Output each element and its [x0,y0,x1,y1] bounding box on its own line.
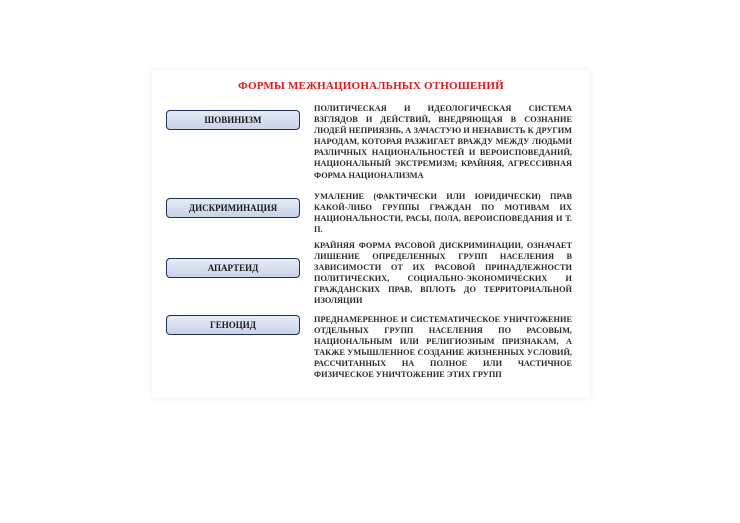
term-box-chauvinism: ШОВИНИЗМ [166,110,300,130]
term-box-discrimination: ДИСКРИМИНАЦИЯ [166,198,300,218]
diagram-title: ФОРМЫ МЕЖНАЦИОНАЛЬНЫХ ОТНОШЕНИЙ [238,80,504,92]
definition-genocide: ПРЕДНАМЕРЕННОЕ И СИСТЕМАТИЧЕСКОЕ УНИЧТОЖЕНИЕ ОТДЕЛЬНЫХ ГРУПП НАСЕЛЕНИЯ ПО РАСОВЫМ, НАЦИОНАЛЬНЫМ ИЛИ РЕЛИГИОЗНЫМ ПРИЗНАКАМ, А ТАКЖЕ УМЫШЛЕННОЕ СОЗДАНИЕ ЖИЗНЕННЫХ УСЛОВИЙ, РАССЧИТАННЫХ НА ПОЛНОЕ ИЛИ ЧАСТИЧНОЕ ФИЗИЧЕСКОЕ УНИЧТОЖЕНИЕ ЭТИХ ГРУПП [314,315,572,380]
definition-discrimination: УМАЛЕНИЕ (ФАКТИЧЕСКИ ИЛИ ЮРИДИЧЕСКИ) ПРАВ КАКОЙ-ЛИБО ГРУППЫ ГРАЖДАН ПО МОТИВАМ ИХ НАЦИОНАЛЬНОСТИ, РАСЫ, ПОЛА, ВЕРОИСПОВЕДАНИЯ И Т. П. [314,192,572,235]
term-box-apartheid: АПАРТЕИД [166,258,300,278]
definition-apartheid: КРАЙНЯЯ ФОРМА РАСОВОЙ ДИСКРИМИНАЦИИ, ОЗНАЧАЕТ ЛИШЕНИЕ ОПРЕДЕЛЕННЫХ ГРУПП НАСЕЛЕНИЯ В ЗАВИСИМОСТИ ОТ ИХ РАСОВОЙ ПРИНАДЛЕЖНОСТИ ПОЛИТИЧЕСКИХ, СОЦИАЛЬНО-ЭКОНОМИЧЕСКИХ И ГРАЖДАНСКИХ ПРАВ, ВПЛОТЬ ДО ТЕРРИТОРИАЛЬНОЙ ИЗОЛЯЦИИ [314,241,572,306]
definition-chauvinism: ПОЛИТИЧЕСКАЯ И ИДЕОЛОГИЧЕСКАЯ СИСТЕМА ВЗГЛЯДОВ И ДЕЙСТВИЙ, ВНЕДРЯЮЩАЯ В СОЗНАНИЕ ЛЮДЕЙ НЕПРИЯЗНЬ, А ЗАЧАСТУЮ И НЕНАВИСТЬ К ДРУГИМ НАРОДАМ, КОТОРАЯ РАЗЖИГАЕТ ВРАЖДУ МЕЖДУ ЛЮДЬМИ РАЗЛИЧНЫХ НАЦИОНАЛЬНОСТЕЙ И ВЕРОИСПОВЕДАНИЙ, НАЦИОНАЛЬНЫЙ ЭКСТРЕМИЗМ; КРАЙНЯЯ, АГРЕССИВНАЯ ФОРМА НАЦИОНАЛИЗМА [314,104,572,180]
term-box-genocide: ГЕНОЦИД [166,315,300,335]
